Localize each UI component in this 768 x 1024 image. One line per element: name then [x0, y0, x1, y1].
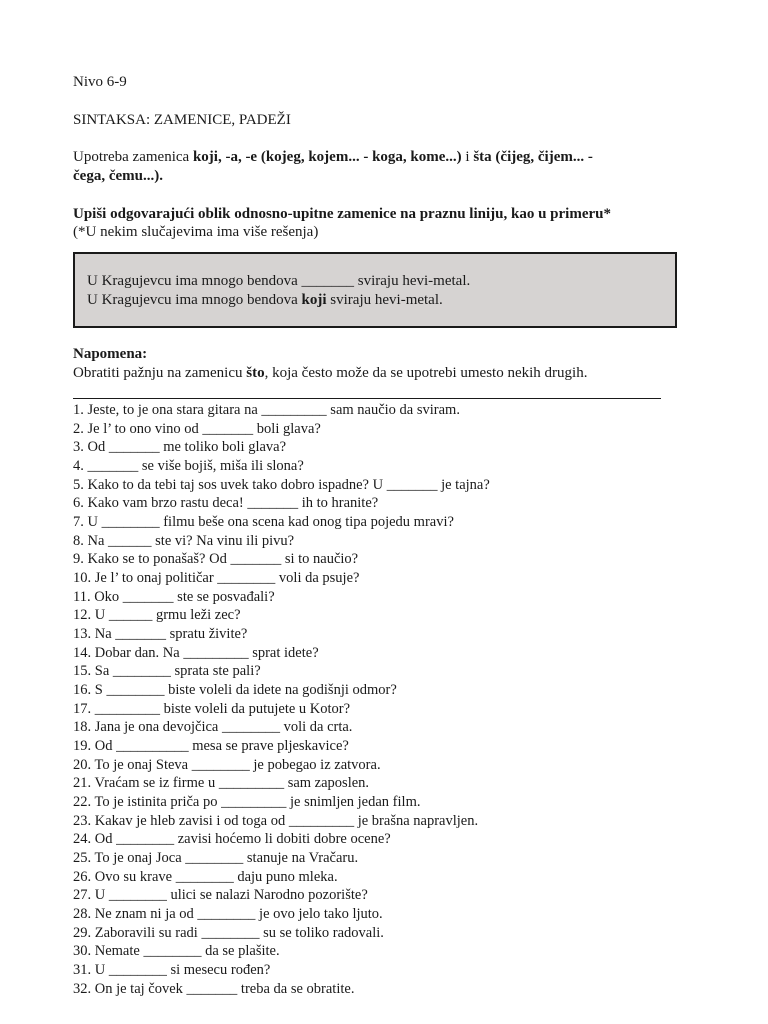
exercise-item-14: 14. Dobar dan. Na _________ sprat idete? — [73, 645, 319, 661]
exercise-item-9: 9. Kako se to ponašaš? Od _______ si to naučio? — [73, 551, 359, 567]
exercise-item-20: 20. To je onaj Steva ________ je pobegao iz zatvora. — [73, 757, 381, 773]
example-pre: U Kragujevcu ima mnogo bendova — [87, 292, 302, 308]
exercise-item-7: 7. U ________ filmu beše ona scena kad onog tipa pojedu mravi? — [73, 514, 454, 530]
exercise-item-17: 17. _________ biste voleli da putujete u Kotor? — [73, 701, 351, 717]
remark-title: Napomena: — [73, 346, 148, 362]
exercise-item-18: 18. Jana je ona devojčica ________ voli da crta. — [73, 719, 353, 735]
exercise-item-24: 24. Od ________ zavisi hoćemo li dobiti dobre ocene? — [73, 831, 391, 847]
exercise-item-11: 11. Oko _______ ste se posvađali? — [73, 589, 275, 605]
exercise-item-13: 13. Na _______ spratu živite? — [73, 626, 248, 642]
exercise-item-16: 16. S ________ biste voleli da idete na godišnji odmor? — [73, 682, 397, 698]
divider — [73, 398, 661, 399]
exercise-item-25: 25. To je onaj Joca ________ stanuje na Vračaru. — [73, 850, 359, 866]
usage-line-2: čega, čemu...). — [73, 168, 163, 184]
exercise-item-22: 22. To je istinita priča po _________ je snimljen jedan film. — [73, 794, 421, 810]
exercise-item-12: 12. U ______ grmu leži zec? — [73, 607, 241, 623]
instruction-note: (*U nekim slučajevima ima više rešenja) — [73, 224, 319, 240]
usage-mid: i — [461, 149, 474, 165]
instruction-text: Upiši odgovarajući oblik odnosno-upitne zamenice na praznu liniju, kao u primeru* — [73, 206, 611, 222]
exercise-item-1: 1. Jeste, to je ona stara gitara na _________ sam naučio da sviram. — [73, 402, 460, 418]
usage-prefix: Upotreba zamenica — [73, 149, 193, 165]
exercise-item-30: 30. Nemate ________ da se plašite. — [73, 943, 280, 959]
usage-line-1 — [73, 148, 593, 166]
example-box — [73, 252, 677, 328]
remark-post: , koja često može da se upotrebi umesto nekih drugih. — [264, 365, 588, 381]
exercise-item-19: 19. Od __________ mesa se prave pljeskavice? — [73, 738, 349, 754]
remark-pre: Obratiti pažnju na zamenicu — [73, 365, 247, 381]
exercise-item-15: 15. Sa ________ sprata ste pali? — [73, 663, 261, 679]
exercise-item-31: 31. U ________ si mesecu rođen? — [73, 962, 271, 978]
exercise-item-23: 23. Kakav je hleb zavisi i od toga od _________ je brašna napravljen. — [73, 813, 479, 829]
exercise-item-3: 3. Od _______ me toliko boli glava? — [73, 439, 287, 455]
exercise-item-26: 26. Ovo su krave ________ daju puno mleka. — [73, 869, 338, 885]
usage-koji: koji, -a, -e (kojeg, kojem... - koga, kome...) — [192, 149, 462, 165]
exercise-item-10: 10. Je l’ to onaj političar ________ voli da psuje? — [73, 570, 360, 586]
remark-text — [73, 364, 587, 382]
example-line-1: U Kragujevcu ima mnogo bendova _______ sviraju hevi-metal. — [87, 273, 471, 289]
exercise-item-27: 27. U ________ ulici se nalazi Narodno pozorište? — [73, 887, 368, 903]
exercise-item-8: 8. Na ______ ste vi? Na vinu ili pivu? — [73, 533, 295, 549]
exercise-item-2: 2. Je l’ to ono vino od _______ boli glava? — [73, 421, 321, 437]
exercise-item-21: 21. Vraćam se iz firme u _________ sam zaposlen. — [73, 775, 370, 791]
example-line-2 — [87, 291, 443, 309]
level-label: Nivo 6-9 — [73, 74, 127, 90]
exercise-item-4: 4. _______ se više bojiš, miša ili slona? — [73, 458, 304, 474]
section-title: SINTAKSA: ZAMENICE, PADEŽI — [73, 112, 291, 128]
usage-sta: šta (čijeg, čijem... - — [473, 149, 593, 165]
example-post: sviraju hevi-metal. — [326, 292, 443, 308]
remark-sto: što — [246, 365, 265, 381]
example-answer: koji — [301, 292, 327, 308]
exercise-item-28: 28. Ne znam ni ja od ________ je ovo jelo tako ljuto. — [73, 906, 383, 922]
exercise-item-5: 5. Kako to da tebi taj sos uvek tako dobro ispadne? U _______ je tajna? — [73, 477, 490, 493]
exercise-item-29: 29. Zaboravili su radi ________ su se toliko radovali. — [73, 925, 384, 941]
exercise-item-32: 32. On je taj čovek _______ treba da se obratite. — [73, 981, 355, 997]
exercise-item-6: 6. Kako vam brzo rastu deca! _______ ih to hranite? — [73, 495, 379, 511]
